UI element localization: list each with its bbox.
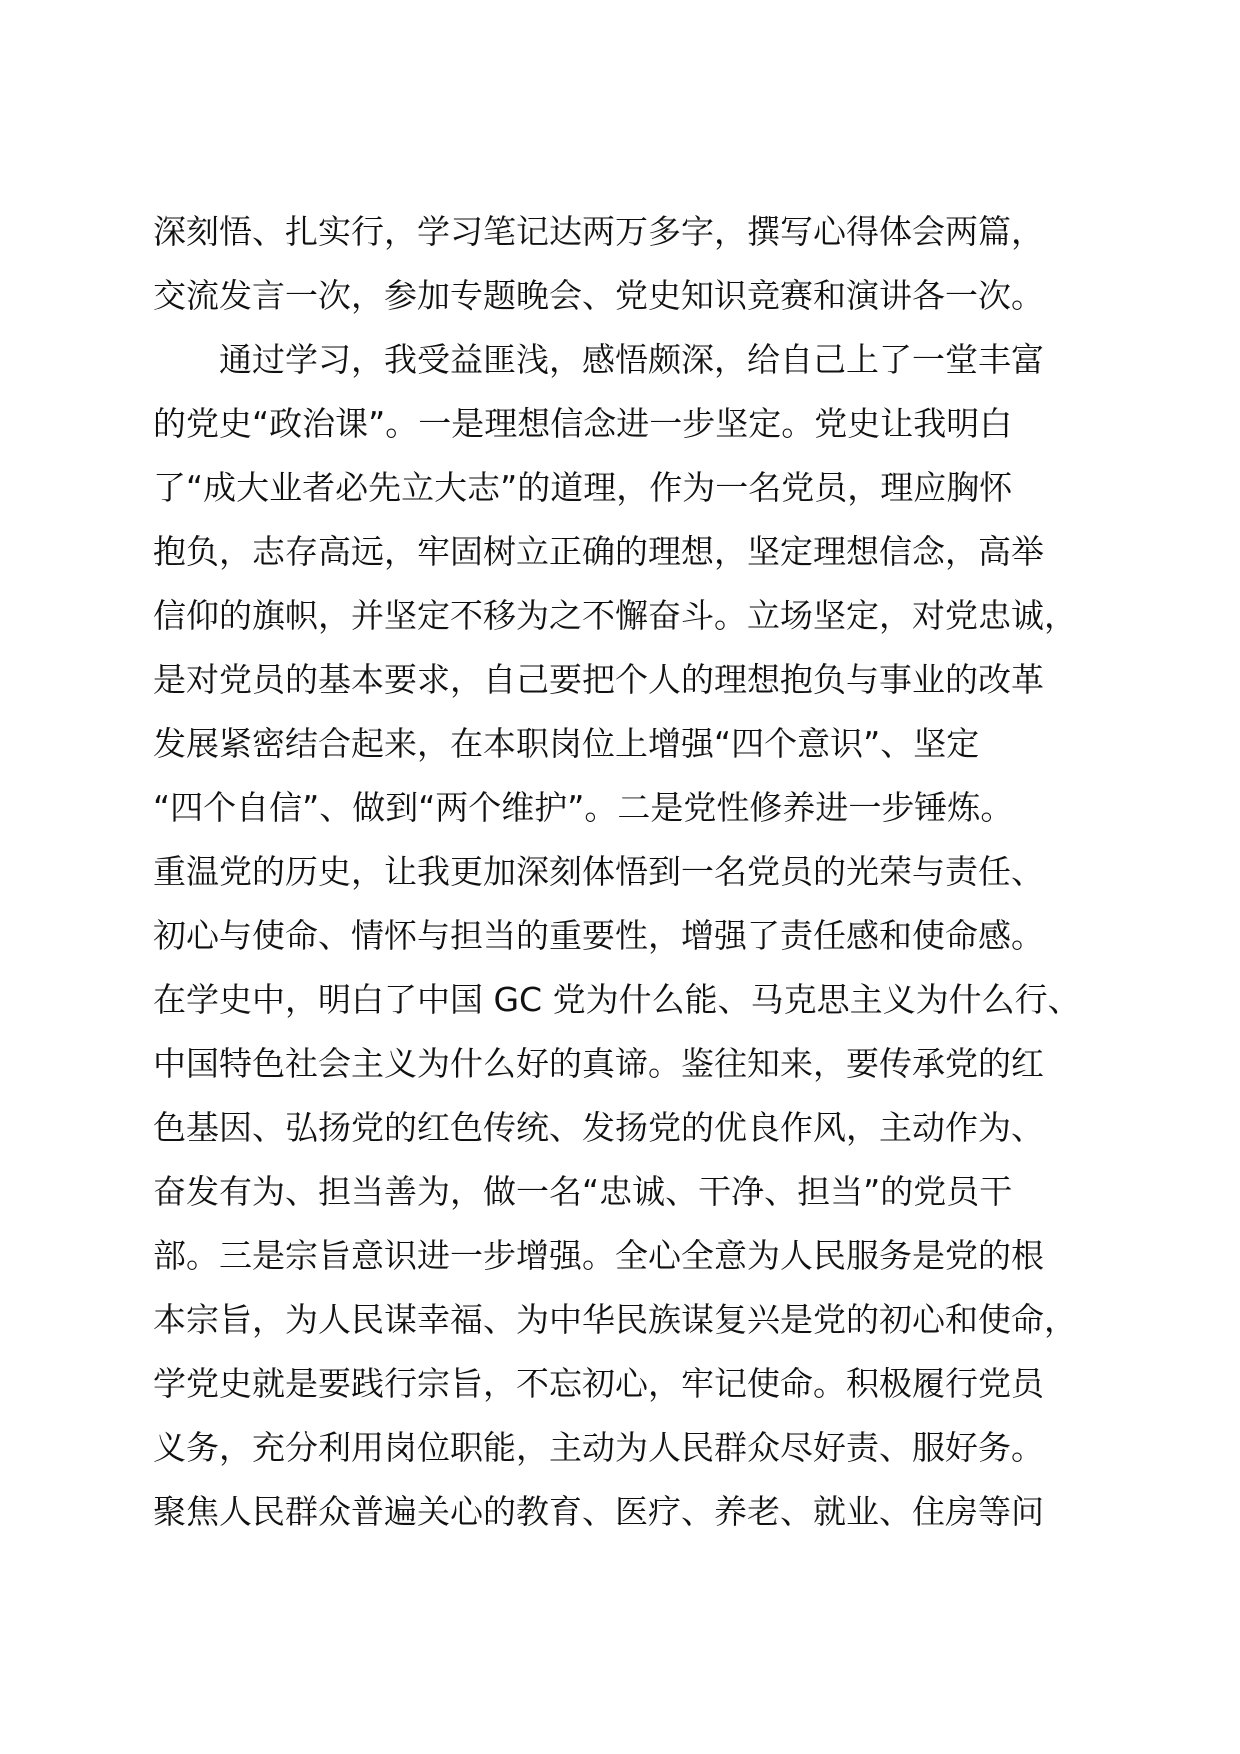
text-line: 是对党员的基本要求，自己要把个人的理想抱负与事业的改革 xyxy=(153,660,1044,699)
text-line: “四个自信”、做到“两个维护”。二是党性修养进一步锤炼。 xyxy=(153,788,1014,827)
text-line: 了“成大业者必先立大志”的道理，作为一名党员，理应胸怀 xyxy=(153,468,1013,507)
text-line: 的党史“政治课”。一是理想信念进一步坚定。党史让我明白 xyxy=(153,404,1013,443)
text-line: 中国特色社会主义为什么好的真谛。鉴往知来，要传承党的红 xyxy=(153,1044,1044,1083)
text-line: 抱负，志存高远，牢固树立正确的理想，坚定理想信念，高举 xyxy=(153,532,1044,571)
text-line: 色基因、弘扬党的红色传统、发扬党的优良作风，主动作为、 xyxy=(153,1108,1044,1147)
text-line: 本宗旨，为人民谋幸福、为中华民族谋复兴是党的初心和使命， xyxy=(153,1300,1077,1339)
text-line: 发展紧密结合起来，在本职岗位上增强“四个意识”、坚定 xyxy=(153,724,980,763)
text-line: 交流发言一次，参加专题晚会、党史知识竞赛和演讲各一次。 xyxy=(153,276,1044,315)
text-line: 深刻悟、扎实行，学习笔记达两万多字，撰写心得体会两篇， xyxy=(153,212,1044,251)
text-line: 奋发有为、担当善为，做一名“忠诚、干净、担当”的党员干 xyxy=(153,1172,1013,1211)
document-body xyxy=(153,200,1113,1544)
text-line: 学党史就是要践行宗旨，不忘初心，牢记使命。积极履行党员 xyxy=(153,1364,1044,1403)
text-line: 信仰的旗帜，并坚定不移为之不懈奋斗。立场坚定，对党忠诚， xyxy=(153,596,1077,635)
text-line: 重温党的历史，让我更加深刻体悟到一名党员的光荣与责任、 xyxy=(153,852,1044,891)
text-line: 义务，充分利用岗位职能，主动为人民群众尽好责、服好务。 xyxy=(153,1428,1044,1467)
text-line: 通过学习，我受益匪浅，感悟颇深，给自己上了一堂丰富 xyxy=(153,340,1044,379)
text-line: 部。三是宗旨意识进一步增强。全心全意为人民服务是党的根 xyxy=(153,1236,1044,1275)
text-line: 聚焦人民群众普遍关心的教育、医疗、养老、就业、住房等问 xyxy=(153,1492,1044,1531)
text-line: 初心与使命、情怀与担当的重要性，增强了责任感和使命感。 xyxy=(153,916,1044,955)
text-line: 在学史中，明白了中国 GC 党为什么能、马克思主义为什么行、 xyxy=(153,980,1081,1019)
